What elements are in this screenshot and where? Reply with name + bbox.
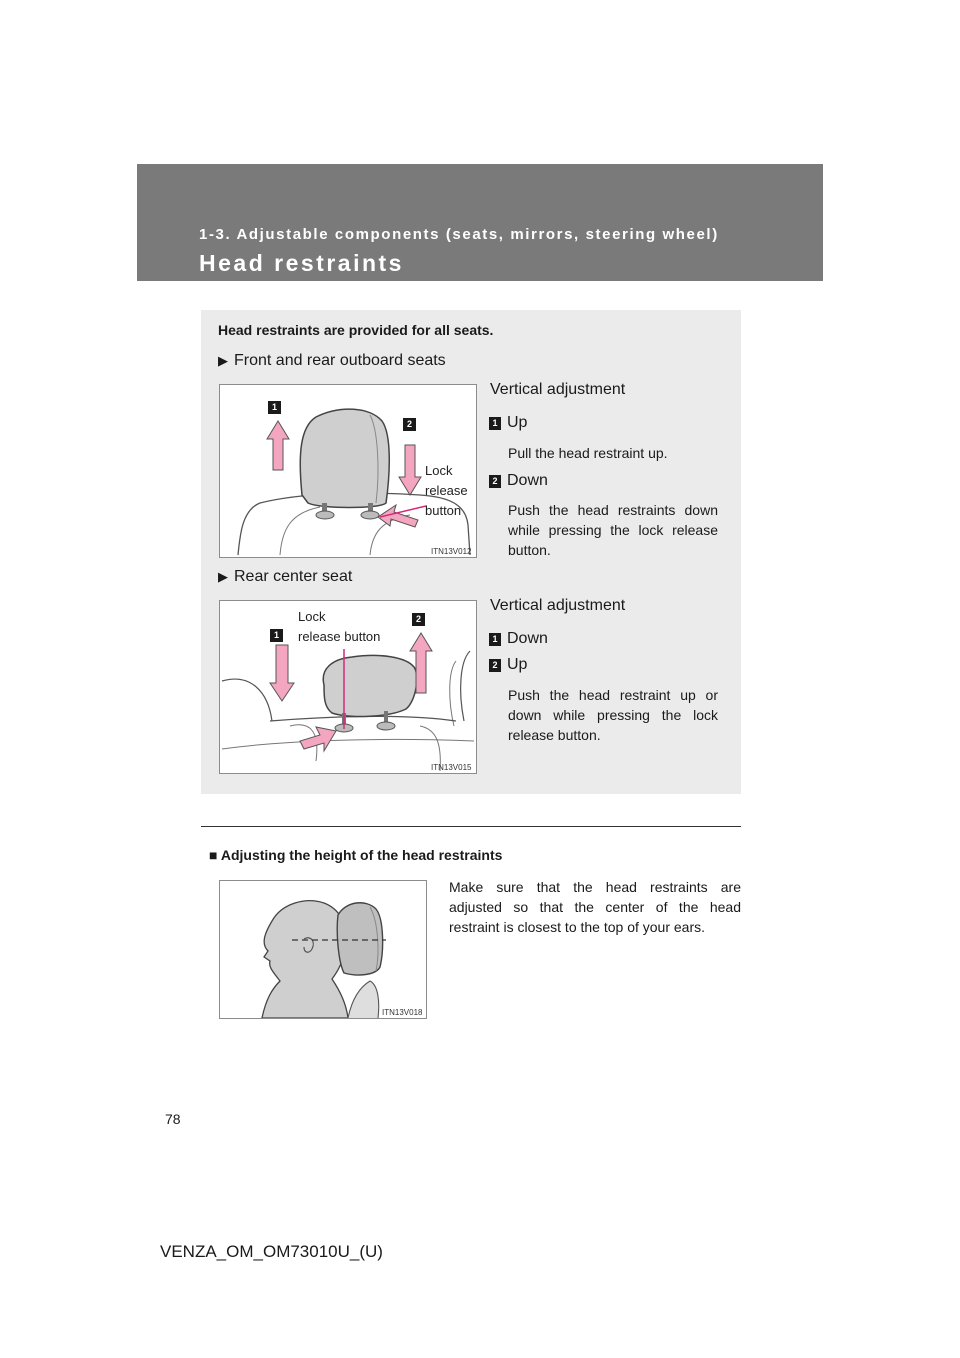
ear-height-illustration	[219, 880, 427, 1019]
section-divider	[201, 826, 741, 827]
front-step-down	[489, 472, 548, 490]
note-heading	[209, 847, 502, 863]
rear-step-up	[489, 656, 527, 674]
triangle-bullet-icon: ▶	[218, 353, 228, 368]
step-2-badge: 2	[489, 659, 501, 672]
intro-text: Head restraints are provided for all seats.	[218, 322, 494, 338]
figure-code: ITN13V012	[431, 547, 472, 556]
rear-headrest-illustration	[219, 600, 477, 774]
square-bullet-icon: ■	[209, 847, 218, 863]
step-down-label: Down	[507, 630, 548, 647]
step-up-description: Pull the head restraint up.	[508, 445, 668, 461]
front-seats-heading	[218, 352, 446, 370]
triangle-bullet-icon: ▶	[218, 569, 228, 584]
callout-line-3: button	[425, 503, 462, 518]
callout-line-1: Lock	[298, 609, 326, 624]
step-1-badge: 1	[489, 633, 501, 646]
rear-seat-heading-text: Rear center seat	[234, 568, 353, 585]
step-up-label: Up	[507, 656, 528, 673]
step-up-label: Up	[507, 414, 528, 431]
rear-step-down	[489, 630, 548, 648]
figure-code: ITN13V015	[431, 763, 472, 772]
step-1-badge: 1	[489, 417, 501, 430]
rear-step-description: Push the head restraint up or down while pressing the lock release button.	[508, 687, 718, 743]
step-down-description: Push the head restraints down while pressing the lock release button.	[508, 502, 718, 558]
rear-seat-heading	[218, 568, 352, 586]
front-step-up	[489, 414, 527, 432]
lock-release-callout	[298, 607, 380, 647]
front-headrest-illustration	[219, 384, 477, 558]
figure-step-1-badge: 1	[270, 629, 283, 642]
step-2-badge: 2	[489, 475, 501, 488]
note-heading-text: Adjusting the height of the head restraints	[220, 847, 503, 863]
step-down-label: Down	[507, 472, 548, 489]
lock-release-callout	[425, 461, 468, 521]
callout-line-2: release button	[298, 629, 381, 644]
callout-line-2: release	[425, 483, 468, 498]
page-number: 78	[165, 1111, 181, 1127]
section-label: 1-3. Adjustable components (seats, mirrors, steering wheel)	[199, 226, 719, 243]
header-band	[137, 164, 823, 281]
document-code: VENZA_OM_OM73010U_(U)	[160, 1242, 383, 1261]
figure-code: ITN13V018	[382, 1008, 423, 1017]
rear-adjust-title: Vertical adjustment	[490, 597, 626, 614]
figure-step-1-badge: 1	[268, 401, 281, 414]
front-seats-heading-text: Front and rear outboard seats	[234, 352, 446, 369]
content-panel	[201, 310, 741, 794]
page-title: Head restraints	[199, 250, 404, 276]
callout-line-1: Lock	[425, 463, 453, 478]
figure-step-2-badge: 2	[412, 613, 425, 626]
figure-step-2-badge: 2	[403, 418, 416, 431]
front-adjust-title: Vertical adjustment	[490, 381, 626, 398]
note-text: Make sure that the head restraints are adjusted so that the center of the head restraint is closest to the top of your ears.	[449, 879, 741, 935]
